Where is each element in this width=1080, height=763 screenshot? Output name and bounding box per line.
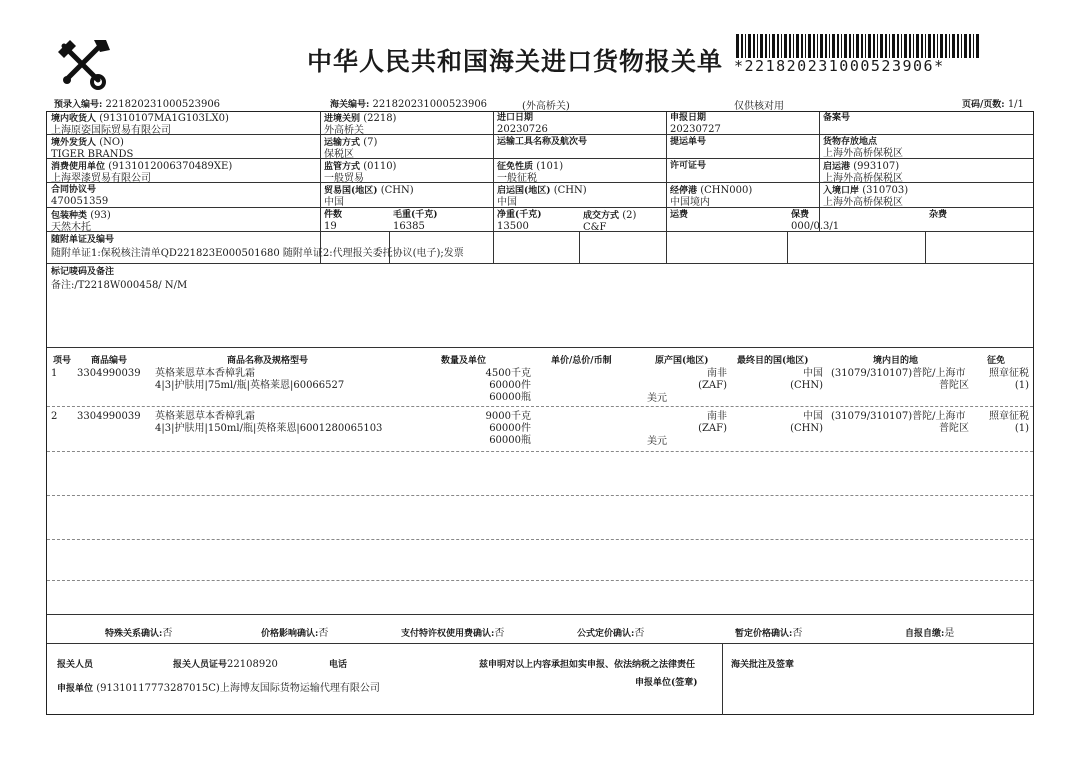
insurance-cell: 保费 000/0.3/1 — [791, 210, 840, 232]
declare-unit-seal: 申报单位(签章) — [635, 678, 698, 688]
goods-domestic-dest-2: 普陀区 — [939, 380, 969, 391]
trade-country-cell: 贸易国(地区) (CHN) 中国 — [324, 185, 414, 208]
goods-qty-1: 4500千克 — [485, 368, 531, 379]
goods-levy-1: 照章征税 — [989, 411, 1029, 422]
page-number: 页码/页数: 1/1 — [962, 99, 1024, 110]
goods-spec: 4|3|护肤用|150ml/瓶|英格莱恩|6001280065103 — [155, 423, 383, 434]
goods-currency: 美元 — [647, 393, 667, 404]
attached-docs-cell: 随附单证及编号 随附单证1:保税核注清单QD221823E000501680 随附单证2:代理报关委托协议(电子);发票 — [51, 235, 464, 259]
goods-domestic-dest-1: (31079/310107)普陀/上海市 — [831, 411, 966, 422]
goods-code: 3304990039 — [77, 368, 141, 379]
transport-mode-cell: 运输方式 (7) 保税区 — [324, 137, 378, 160]
goods-levy-2: (1) — [1014, 423, 1029, 434]
special-relation-confirm: 特殊关系确认:否 — [105, 628, 173, 639]
declarer-cert: 报关人员证号22108920 — [173, 659, 278, 670]
bill-no-cell: 提运单号 — [670, 137, 707, 147]
net-weight-cell: 净重(千克) 13500 — [497, 210, 542, 232]
license-no-cell: 许可证号 — [670, 161, 707, 171]
goods-dest-name: 中国 — [803, 411, 823, 422]
goods-header-name: 商品名称及规格型号 — [227, 356, 309, 366]
marks-remarks-cell: 标记唛码及备注 备注:/T2218W000458/ N/M — [51, 267, 188, 291]
goods-qty-3: 60000瓶 — [489, 435, 531, 446]
levy-nature-cell: 征免性质 (101) 一般征税 — [497, 161, 564, 184]
goods-domestic-dest-1: (31079/310107)普陀/上海市 — [831, 368, 966, 379]
contract-no-cell: 合同协议号 470051359 — [51, 185, 109, 207]
formula-price-confirm: 公式定价确认:否 — [577, 628, 645, 639]
freight-cell: 运费 — [670, 210, 689, 220]
consignor-cell: 境外发货人 (NO) TIGER BRANDS — [51, 137, 134, 160]
goods-qty-1: 9000千克 — [485, 411, 531, 422]
package-type-cell: 包装种类 (93) 天然木托 — [51, 210, 111, 233]
consignee-cell: 境内收货人 (91310107MA1G103LX0) 上海原姿国际贸易有限公司 — [51, 113, 229, 136]
goods-qty-2: 60000件 — [489, 380, 531, 391]
goods-origin-name: 南非 — [707, 411, 727, 422]
customs-note-label: 海关批注及签章 — [731, 660, 795, 670]
goods-header-no: 项号 — [53, 356, 72, 366]
record-no-cell: 备案号 — [823, 113, 851, 123]
goods-header-domestic-dest: 境内目的地 — [873, 356, 919, 366]
misc-fee-cell: 杂费 — [929, 210, 948, 220]
phone-label: 电话 — [329, 660, 348, 670]
goods-code: 3304990039 — [77, 411, 141, 422]
provisional-price-confirm: 暂定价格确认:否 — [735, 628, 803, 639]
goods-origin-code: (ZAF) — [698, 423, 727, 434]
customs-emblem-icon — [54, 36, 114, 92]
origin-country-cell: 启运国(地区) (CHN) 中国 — [497, 185, 587, 208]
goods-levy-1: 照章征税 — [989, 368, 1029, 379]
price-impact-confirm: 价格影响确认:否 — [261, 628, 329, 639]
pieces-cell: 件数 19 — [324, 210, 343, 232]
goods-origin-code: (ZAF) — [698, 380, 727, 391]
departure-port-cell: 启运港 (993107) 上海外高桥保税区 — [823, 161, 903, 184]
declaration-form — [46, 111, 1034, 715]
goods-dest-code: (CHN) — [790, 423, 823, 434]
deal-mode-cell: 成交方式 (2) C&F — [583, 210, 637, 233]
supervision-cell: 监管方式 (0110) 一般贸易 — [324, 161, 397, 184]
declare-date-cell: 申报日期 20230727 — [670, 113, 721, 135]
verify-note: 仅供核对用 — [734, 101, 784, 112]
goods-header-qty: 数量及单位 — [441, 356, 487, 366]
goods-spec: 4|3|护肤用|75ml/瓶|英格莱恩|60066527 — [155, 380, 345, 391]
goods-header-price: 单价/总价/币制 — [551, 356, 612, 366]
pre-entry-number: 预录入编号: 221820231000523906 — [54, 99, 221, 110]
import-date-cell: 进口日期 20230726 — [497, 113, 548, 135]
goods-header-levy: 征免 — [987, 356, 1006, 366]
barcode-number: *221820231000523906* — [734, 57, 945, 75]
goods-dest-name: 中国 — [803, 368, 823, 379]
gross-weight-cell: 毛重(千克) 16385 — [393, 210, 438, 232]
declare-unit: 申报单位 (91310117773287015C)上海博友国际货物运输代理有限公司 — [57, 683, 380, 694]
goods-header-code: 商品编号 — [91, 356, 128, 366]
customs-number: 海关编号: 221820231000523906 — [330, 99, 488, 110]
goods-header-dest: 最终目的国(地区) — [737, 356, 809, 366]
goods-domestic-dest-2: 普陀区 — [939, 423, 969, 434]
goods-currency: 美元 — [647, 436, 667, 447]
goods-qty-2: 60000件 — [489, 423, 531, 434]
goods-name: 英格莱恩草本香樟乳霜 — [155, 368, 255, 379]
page-title: 中华人民共和国海关进口货物报关单 — [306, 47, 723, 76]
goods-name: 英格莱恩草本香樟乳霜 — [155, 411, 255, 422]
barcode — [736, 34, 980, 58]
royalty-confirm: 支付特许权使用费确认:否 — [401, 628, 505, 639]
goods-no: 2 — [51, 411, 58, 422]
stop-port-cell: 经停港 (CHN000) 中国境内 — [670, 185, 753, 208]
declarer-label: 报关人员 — [57, 660, 94, 670]
entry-port-cell: 进境关别 (2218) 外高桥关 — [324, 113, 397, 136]
goods-header-origin: 原产国(地区) — [655, 356, 709, 366]
storage-place-cell: 货物存放地点 上海外高桥保税区 — [823, 137, 903, 159]
goods-origin-name: 南非 — [707, 368, 727, 379]
goods-qty-3: 60000瓶 — [489, 392, 531, 403]
transport-name-cell: 运输工具名称及航次号 — [497, 137, 588, 147]
goods-no: 1 — [51, 368, 58, 379]
goods-levy-2: (1) — [1014, 380, 1029, 391]
customs-office: (外高桥关) — [522, 101, 570, 112]
entry-point-cell: 入境口岸 (310703) 上海外高桥保税区 — [823, 185, 909, 208]
goods-dest-code: (CHN) — [790, 380, 823, 391]
self-pay-confirm: 自报自缴:是 — [905, 628, 955, 639]
consumer-cell: 消费使用单位 (9131012006370489XE) 上海翠漆贸易有限公司 — [51, 161, 233, 184]
legal-statement: 兹申明对以上内容承担如实申报、依法纳税之法律责任 — [479, 660, 696, 670]
